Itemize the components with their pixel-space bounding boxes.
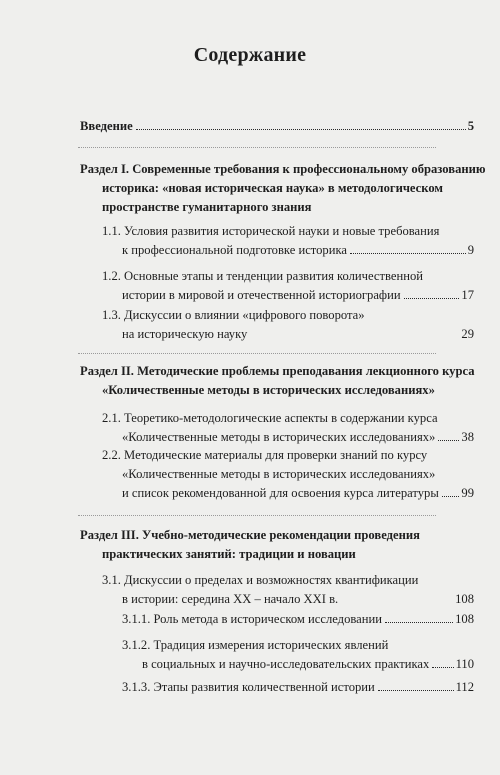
dot-leader: [385, 622, 453, 623]
dot-leader: [350, 253, 466, 254]
section-divider: [78, 515, 436, 516]
toc-entry-intro[interactable]: [80, 118, 474, 135]
toc-page-number: 9: [467, 243, 474, 257]
toc-item-line: 2.1. Теоретико-методологические аспекты в содержании курса: [102, 411, 438, 425]
page-title: Содержание: [193, 44, 307, 66]
dot-leader: [442, 496, 460, 497]
section-divider: [78, 353, 436, 354]
section-heading-line: историка: «новая историческая наука» в методологическом: [102, 181, 443, 195]
toc-item-line: на историческую науку: [122, 327, 248, 341]
dot-leader: [438, 440, 459, 441]
toc-page-number: 38: [461, 430, 474, 444]
toc-page-number: 99: [461, 486, 474, 500]
section-heading-line: пространстве гуманитарного знания: [102, 200, 312, 214]
toc-section-2[interactable]: [80, 362, 480, 400]
toc-item-line: 3.1.3. Этапы развития количественной истории: [122, 680, 375, 694]
toc-item-1-2[interactable]: [102, 267, 474, 305]
toc-item-line: 3.1. Дискуссии о пределах и возможностях квантификации: [102, 573, 419, 587]
dot-leader: [404, 298, 460, 299]
toc-page-number: 110: [455, 657, 474, 671]
toc-page-number: 108: [455, 592, 474, 606]
toc-item-line: 1.1. Условия развития исторической науки и новые требования: [102, 224, 440, 238]
section-divider: [78, 147, 436, 148]
toc-item-1-3[interactable]: [102, 306, 474, 344]
toc-item-line: 1.2. Основные этапы и тенденции развития количественной: [102, 269, 423, 283]
toc-item-line: 3.1.1. Роль метода в историческом исследовании: [122, 612, 382, 626]
toc-item-line: «Количественные методы в исторических исследованиях»: [122, 430, 436, 444]
toc-item-line: в социальных и научно-исследовательских практиках: [142, 657, 430, 671]
toc-page-number: 29: [461, 327, 474, 341]
section-heading-line: Раздел I. Современные требования к профессиональному образованию: [80, 162, 486, 176]
toc-item-line: и список рекомендованной для освоения курса литературы: [122, 486, 439, 500]
toc-item-line: 3.1.2. Традиция измерения исторических явлений: [122, 638, 389, 652]
section-heading-line: «Количественные методы в исторических исследованиях»: [102, 383, 435, 397]
toc-item-line: в истории: середина XX – начало XXI в.: [122, 592, 339, 606]
dot-leader: [432, 667, 453, 668]
toc-item-line: 1.3. Дискуссии о влиянии «цифрового поворота»: [102, 308, 365, 322]
toc-page-number: 17: [461, 288, 474, 302]
toc-item-line: истории в мировой и отечественной историографии: [122, 288, 401, 302]
dot-leader: [378, 690, 454, 691]
toc-section-3[interactable]: [80, 526, 480, 564]
toc-entry-label: Введение: [80, 119, 133, 133]
toc-item-line: 2.2. Методические материалы для проверки знаний по курсу: [102, 448, 428, 462]
toc-page-number: 108: [455, 612, 474, 626]
toc-item-3-1-3[interactable]: [122, 678, 474, 697]
section-heading-line: практических занятий: традиции и новации: [102, 547, 356, 561]
toc-item-3-1-2[interactable]: [122, 636, 474, 674]
toc-item-2-2[interactable]: [102, 446, 474, 503]
toc-item-2-1[interactable]: [102, 409, 474, 447]
dot-leader: [341, 602, 453, 603]
toc-section-1[interactable]: [80, 160, 486, 217]
toc-item-line: «Количественные методы в исторических исследованиях»: [122, 467, 436, 481]
dot-leader: [250, 337, 459, 338]
toc-item-3-1[interactable]: [102, 571, 474, 609]
toc-item-line: к профессиональной подготовке историка: [122, 243, 347, 257]
section-heading-line: Раздел II. Методические проблемы преподавания лекционного курса: [80, 364, 475, 378]
toc-page-number: 5: [467, 119, 474, 133]
toc-item-3-1-1[interactable]: [122, 610, 474, 629]
dot-leader: [136, 129, 466, 130]
toc-page-number: 112: [455, 680, 474, 694]
toc-item-1-1[interactable]: [102, 222, 474, 260]
section-heading-line: Раздел III. Учебно-методические рекомендации проведения: [80, 528, 420, 542]
